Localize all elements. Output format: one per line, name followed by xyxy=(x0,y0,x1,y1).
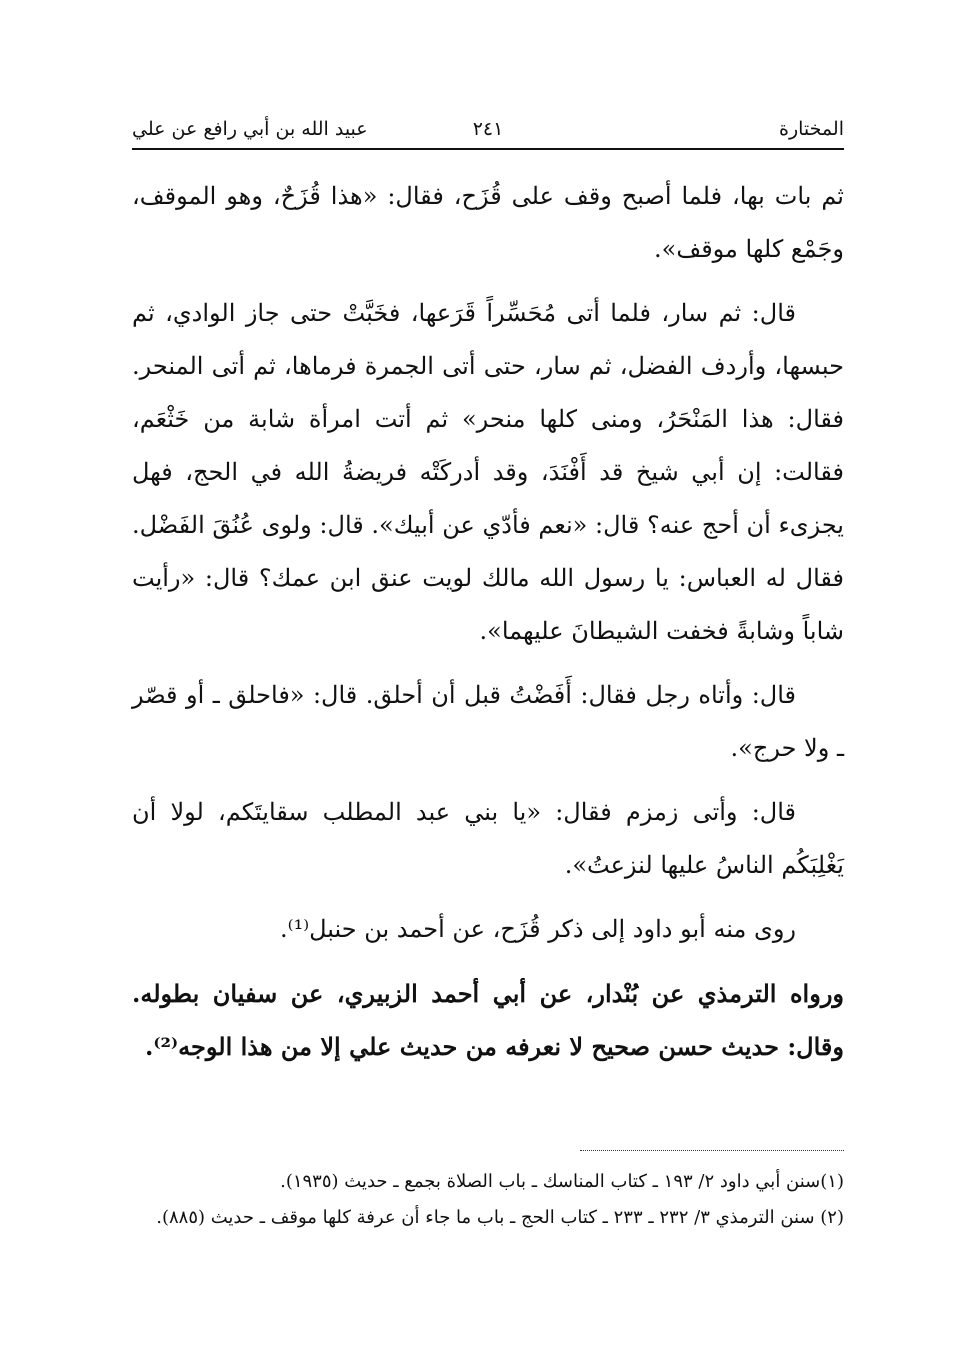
paragraph-6: ورواه الترمذي عن بُنْدار، عن أبي أحمد الزبيري، عن سفيان بطوله. وقال: حديث حسن صحيح لا نعرفه من حديث علي إلا من هذا الوجه⁽²⁾. xyxy=(132,979,844,1061)
footnotes xyxy=(132,1166,844,1238)
footnote-1: (١)سنن أبي داود ٢/ ١٩٣ ـ كتاب المناسك ـ باب الصلاة بجمع ـ حديث (١٩٣٥). xyxy=(280,1171,844,1192)
chapter-title: عبيد الله بن أبي رافع عن علي xyxy=(132,118,368,140)
paragraph-1: ثم بات بها، فلما أصبح وقف على قُزَح، فقال: «هذا قُزَحٌ، وهو الموقف، وجَمْع كلها موقف». xyxy=(132,182,844,263)
footnote-2: (٢) سنن الترمذي ٣/ ٢٣٢ ـ ٢٣٣ ـ كتاب الحج ـ باب ما جاء أن عرفة كلها موقف ـ حديث (٨٨٥). xyxy=(156,1207,844,1228)
paragraph-4: قال: وأتى زمزم فقال: «يا بني عبد المطلب سقايتَكم، لولا أن يَغْلِبَكُم الناسُ عليها لنزعتُ». xyxy=(132,798,844,879)
paragraph-5: روى منه أبو داود إلى ذكر قُزَح، عن أحمد بن حنبل⁽¹⁾. xyxy=(280,915,796,943)
paragraph-2: قال: ثم سار، فلما أتى مُحَسِّراً قَرَعها، فخَبَّتْ حتى جاز الوادي، ثم حبسها، وأردف الفضل، ثم سار، حتى أتى الجمرة فرماها، ثم أتى المنحر. فقال: هذا المَنْحَرُ، ومنى كلها منحر» ثم أتت امرأة شابة من خَثْعَم، فقالت: إن أبي شيخ قد أَفْنَدَ، وقد أدركَتْه فريضةُ الله في الحج، فهل يجزىء أن أحج عنه؟ قال: «نعم فأدّي عن أبيك». قال: ولوى عُنُقَ الفَضْل. فقال له العباس: يا رسول الله مالك لويت عنق ابن عمك؟ قال: «رأيت شاباً وشابةً فخفت الشيطانَ عليهما». xyxy=(132,299,844,645)
paragraph-3: قال: وأتاه رجل فقال: أَفَضْتُ قبل أن أحلق. قال: «فاحلق ـ أو قصّر ـ ولا حرج». xyxy=(132,681,844,762)
page-number: ٢٤١ xyxy=(472,118,504,140)
main-text xyxy=(132,170,844,1084)
running-header xyxy=(132,112,844,146)
book-title: المختارة xyxy=(779,118,844,140)
header-rule xyxy=(132,148,844,150)
footnote-separator xyxy=(580,1150,844,1151)
